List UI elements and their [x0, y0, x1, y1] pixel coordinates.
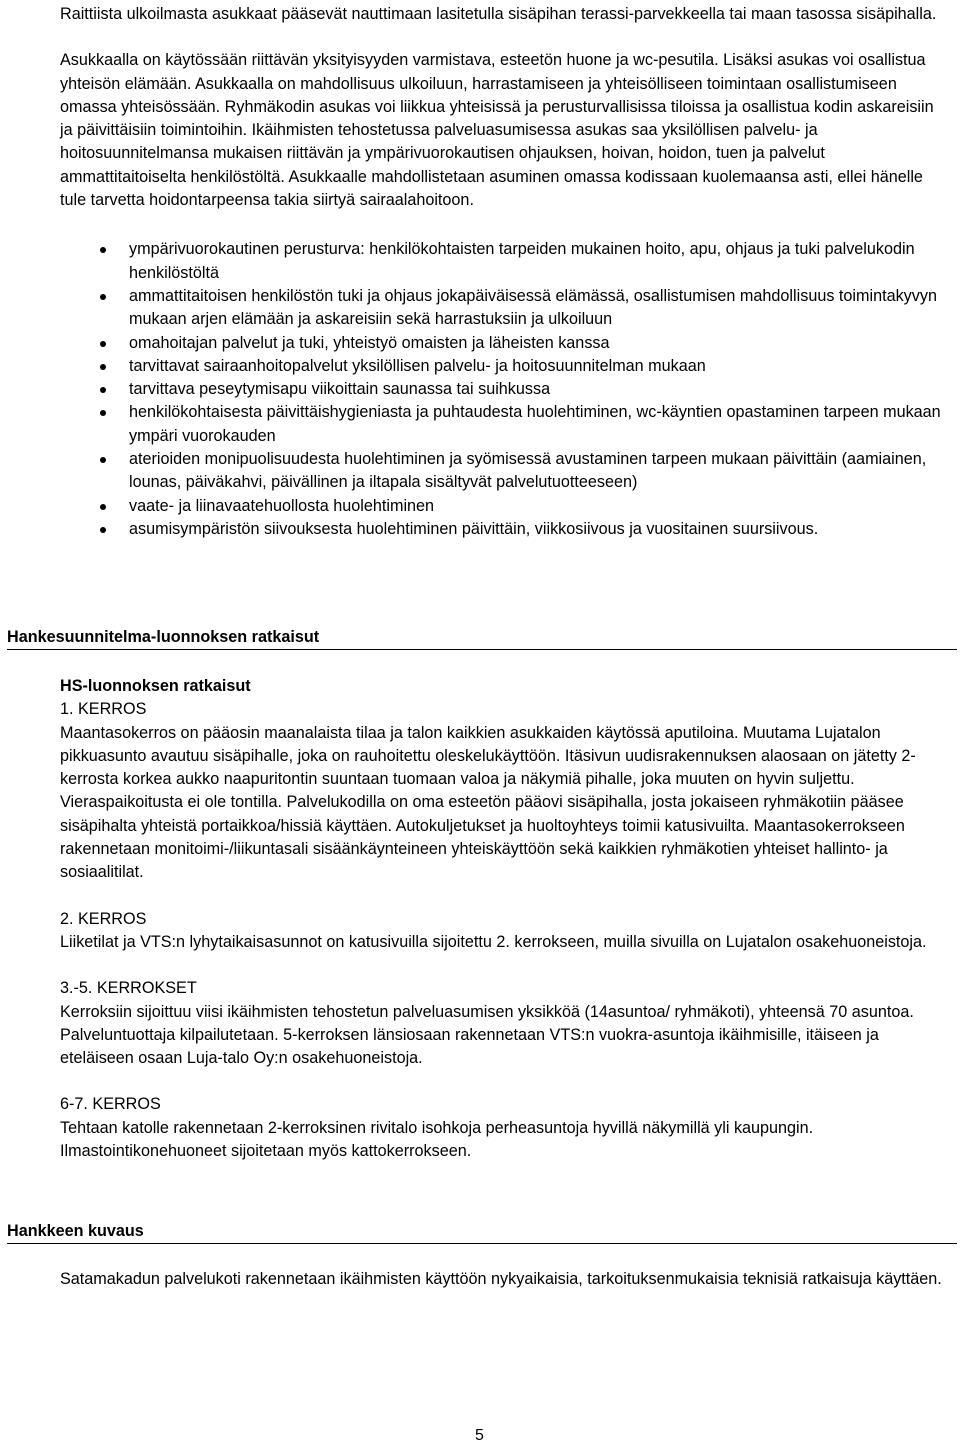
list-item: tarvittavat sairaanhoitopalvelut yksilöllisen palvelu- ja hoitosuunnitelman mukaan [60, 355, 950, 378]
list-item: ammattitaitoisen henkilöstön tuki ja ohjaus jokapäiväisessä elämässä, osallistumisen mahdollisuus toimintakyvyn mukaan arjen elämään ja askareisiin sekä harrastuksiin ja ulkoiluun [60, 285, 950, 332]
floor-2-title: 2. KERROS [60, 909, 147, 928]
floor-3-5-title: 3.-5. KERROKSET [60, 979, 197, 998]
floor-6-7-title: 6-7. KERROS [60, 1095, 161, 1114]
bullet-icon [100, 527, 106, 533]
list-item: vaate- ja liinavaatehuollosta huolehtiminen [60, 495, 950, 518]
intro-paragraph-2: Asukkaalla on käytössään riittävän yksityisyyden varmistava, esteetön huone ja wc-pesutila. Lisäksi asukas voi osallistua yhteisön elämään. Asukkaalla on mahdollisuus ulkoiluun, harrastamiseen ja yhteisölliseen toimintaan osallistumiseen omassa yhteisössään. Ryhmäkodin asukas voi liikkua yhteisissä ja perusturvallisissa tiloissa ja osallistua kodin askareisiin ja päivittäisiin toimintoihin. Ikäihmisten tehostetussa palveluasumisessa asukas saa yksilöllisen palvelu- ja hoitosuunnitelmansa mukaisen riittävän ja ympärivuorokautisen ohjauksen, hoivan, hoidon, tuen ja palvelut ammattitaitoiselta henkilöstöltä. Asukkaalle mahdollistetaan asuminen omassa kodissaan kuolemaansa asti, ellei hänelle tule tarvetta hoidontarpeensa takia siirtyä sairaalahoitoon. [60, 51, 934, 210]
floor-6-7-text: Tehtaan katolle rakennetaan 2-kerroksinen rivitalo isohkoja perheasuntoja hyvillä näkymillä yli kaupungin. Ilmastointikonehuoneet sijoitetaan myös kattokerrokseen. [60, 1118, 814, 1161]
description-text: Satamakadun palvelukoti rakennetaan ikäihmisten käyttöön nykyaikaisia, tarkoituksenmukaisia teknisiä ratkaisuja käyttäen. [60, 1270, 942, 1288]
list-item: omahoitajan palvelut ja tuki, yhteistyö omaisten ja läheisten kanssa [60, 332, 950, 355]
subheading-hs: HS-luonnoksen ratkaisut [60, 677, 251, 695]
floor-2-text: Liiketilat ja VTS:n lyhytaikaisasunnot on katusivuilla sijoitettu 2. kerrokseen, muilla sivuilla on Lujatalon osakehuoneistoja. [60, 932, 927, 951]
bullet-icon [100, 504, 106, 510]
intro-paragraph-1: Raittiista ulkoilmasta asukkaat pääsevät nauttimaan lasitetulla sisäpihan terassi-parvekkeella tai maan tasossa sisäpihalla. [60, 5, 937, 23]
bullet-icon [100, 410, 106, 416]
list-item: aterioiden monipuolisuudesta huolehtiminen ja syömisessä avustaminen tarpeen mukaan päivittäin (aamiainen, lounas, päiväkahvi, päivällinen ja iltapala sisältyvät palvelutuotteeseen) [60, 448, 950, 495]
plan-solutions-block [60, 675, 950, 1163]
bullet-icon [100, 457, 106, 463]
section-heading-plan: Hankesuunnitelma-luonnoksen ratkaisut [7, 626, 957, 650]
description-block [60, 1268, 950, 1291]
floor-3-5-text: Kerroksiin sijoittuu viisi ikäihmisten tehostetun palveluasumisen yksikköä (14asuntoa/ ryhmäkoti), yhteensä 70 asuntoa. Palveluntuottaja kilpailutetaan. 5-kerroksen länsiosaan rakennetaan VTS:n vuokra-asuntoja ikäihmisille, itäiseen ja eteläiseen osaan Luja-talo Oy:n osakehuoneistoja. [60, 1002, 914, 1068]
floor-1-title: 1. KERROS [60, 700, 147, 719]
service-bullet-list [60, 238, 950, 541]
list-item: asumisympäristön siivouksesta huolehtiminen päivittäin, viikkosiivous ja vuositainen suursiivous. [60, 518, 950, 541]
bullet-icon [100, 364, 106, 370]
list-item: henkilökohtaisesta päivittäishygieniasta ja puhtaudesta huolehtiminen, wc-käyntien opastaminen tarpeen mukaan ympäri vuorokauden [60, 401, 950, 448]
list-item: ympärivuorokautinen perusturva: henkilökohtaisten tarpeiden mukainen hoito, apu, ohjaus ja tuki palvelukodin henkilöstöltä [60, 238, 950, 285]
section-heading-description: Hankkeen kuvaus [7, 1220, 957, 1244]
bullet-icon [100, 247, 106, 253]
bullet-icon [100, 387, 106, 393]
bullet-icon [100, 341, 106, 347]
page-number-label: 5 [475, 1427, 484, 1444]
bullet-icon [100, 294, 106, 300]
list-item: tarvittava peseytymisapu viikoittain saunassa tai suihkussa [60, 378, 950, 401]
intro-content [60, 3, 950, 541]
floor-1-text: Maantasokerros on pääosin maanalaista tilaa ja talon kaikkien asukkaiden käytössä aputiloina. Muutama Lujatalon pikkuasunto avautuu sisäpihalle, joka on rauhoitettu oleskelukäyttöön. Itäsivun uudisrakennuksen alaosaan on jätetty 2-kerrosta korkea aukko naapuritontin suuntaan tuomaan valoa ja näkymiä pihalle, joka muuten on hyvin suljettu. Vieraspaikoitusta ei ole tontilla. Palvelukodilla on oma esteetön pääovi sisäpihalla, josta jokaiseen ryhmäkotiin pääsee sisäpihalta yhteistä portaikkoa/hissiä käyttäen. Autokuljetukset ja huoltoyhteys toimii katusivuilta. Maantasokerrokseen rakennetaan monitoimi-/liikuntasali sisäänkäynteineen yhteiskäyttöön sekä kaikkien ryhmäkotien yhteiset hallinto- ja sosiaalitilat. [60, 723, 916, 882]
